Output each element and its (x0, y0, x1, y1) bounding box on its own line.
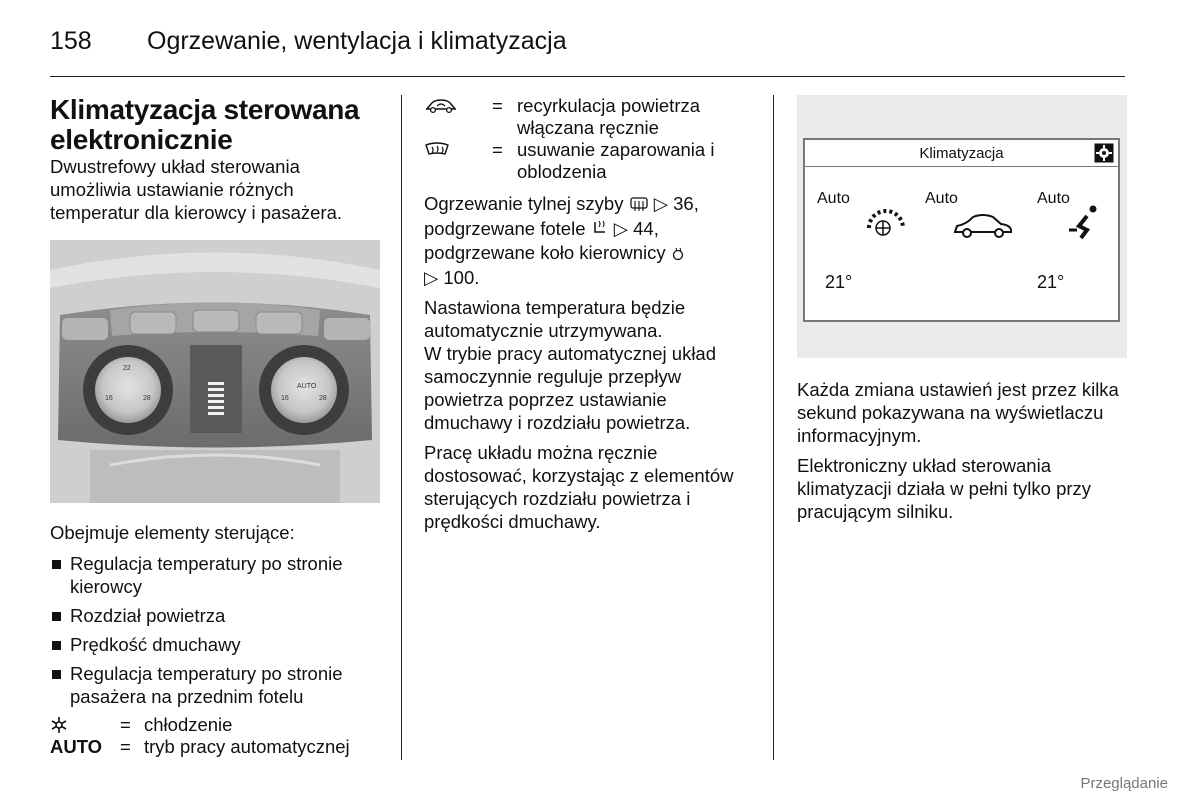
paragraph: W trybie pracy automatycznej układ samoczynnie reguluje przepływ powietrza poprzez ustawianie dmuchawy i rozdziału powietrza. (424, 342, 717, 433)
display-title: Klimatyzacja (919, 145, 1004, 162)
paragraph: Pracę układu można ręcznie dostosować, korzystając z elementów sterujących rozdziału powietrza i prędkości dmuchawy. (424, 441, 734, 532)
column-3 (797, 95, 1127, 523)
air-distribution-seat-icon (1067, 204, 1101, 245)
climate-display (803, 138, 1120, 322)
paragraph: Nastawiona temperatura będzie automatycznie utrzymywana. (424, 296, 686, 341)
heated-seat-icon (591, 218, 609, 241)
definition-text: chłodzenie (144, 714, 233, 735)
heated-steering-wheel-icon (671, 243, 685, 266)
page-ref-arrow-icon: ▷ (653, 193, 668, 214)
definition-row (424, 95, 754, 139)
intro-paragraph: Dwustrefowy układ sterowania umożliwia ustawianie różnych temperatur dla kierowcy i pasażera. (50, 156, 343, 223)
list-item: Regulacja temperatury po stronie pasażera na przednim fotelu (50, 662, 380, 708)
page-100-link[interactable]: 100. (443, 266, 480, 288)
definition-row (424, 139, 754, 183)
page-ref-arrow-icon: ▷ (613, 217, 628, 239)
auto-symbol: AUTO (50, 736, 103, 757)
display-title-bar (805, 140, 1118, 167)
section-title: Klimatyzacja sterowana elektronicznie (50, 94, 360, 155)
list-item: Rozdział powietrza (50, 604, 380, 627)
wheel-ref: podgrzewane koło kierownicy (424, 242, 666, 264)
list-item: Prędkość dmuchawy (50, 633, 380, 656)
equals-sign: = (120, 736, 131, 757)
control-panel-photo (50, 240, 380, 503)
column-2 (424, 95, 754, 533)
seats-ref: podgrzewane fotele (424, 217, 586, 239)
paragraph: Elektroniczny układ sterowania klimatyzacji działa w pełni tylko przy pracującym silniku. (797, 455, 1092, 522)
definition-text: usuwanie zaparowania i oblodzenia (517, 139, 715, 182)
list-item: Regulacja temperatury po stronie kierowcy (50, 552, 380, 598)
symbol-definitions (50, 714, 380, 758)
left-dial-label-16: 16 (105, 395, 113, 402)
page-header (50, 22, 1125, 77)
definition-row (50, 736, 380, 758)
auto-center: Auto (925, 190, 958, 207)
browse-link[interactable]: Przeglądanie (1080, 775, 1168, 792)
paragraph: Każda zmiana ustawień jest przez kilka sekund pokazywana na wyświetlaczu informacyjnym. (797, 379, 1119, 446)
settings-icon (1094, 143, 1114, 168)
definition-row (50, 714, 380, 736)
column-1 (50, 95, 380, 758)
page-36-link[interactable]: 36, (673, 193, 699, 214)
definition-text: recyrkulacja powietrza włączana ręcznie (517, 95, 701, 138)
column-divider (401, 95, 402, 760)
controls-list (50, 552, 380, 708)
right-dial-label-16: 16 (281, 395, 289, 402)
temp-right: 21° (1037, 272, 1065, 292)
recirculation-icon (424, 95, 492, 139)
page-44-link[interactable]: 44, (633, 217, 659, 239)
fan-speed-icon (863, 204, 909, 243)
right-dial-label-auto: AUTO (297, 383, 317, 390)
symbol-definitions (424, 95, 754, 183)
temp-left: 21° (825, 272, 853, 292)
defrost-icon (424, 139, 492, 183)
page-ref-arrow-icon: ▷ (424, 266, 439, 288)
includes-label: Obejmuje elementy sterujące: (50, 522, 295, 543)
chapter-title: Ogrzewanie, wentylacja i klimatyzacja (147, 27, 567, 55)
car-icon (953, 212, 1013, 245)
snowflake-icon (50, 714, 120, 736)
left-dial-label-28: 28 (143, 395, 151, 402)
rear-window-ref: Ogrzewanie tylnej szyby (424, 193, 624, 214)
column-divider (773, 95, 774, 760)
info-display-illustration (797, 95, 1127, 358)
rear-window-heating-icon (629, 194, 649, 217)
page-number: 158 (50, 27, 92, 55)
equals-sign: = (120, 714, 131, 735)
right-dial-label-28: 28 (319, 395, 327, 402)
auto-right: Auto (1037, 190, 1070, 207)
definition-text: tryb pracy automatycznej (144, 736, 350, 757)
auto-left: Auto (817, 190, 850, 207)
equals-sign: = (492, 95, 503, 116)
equals-sign: = (492, 139, 503, 160)
left-dial-label-22: 22 (123, 365, 131, 372)
heating-references (424, 192, 754, 289)
